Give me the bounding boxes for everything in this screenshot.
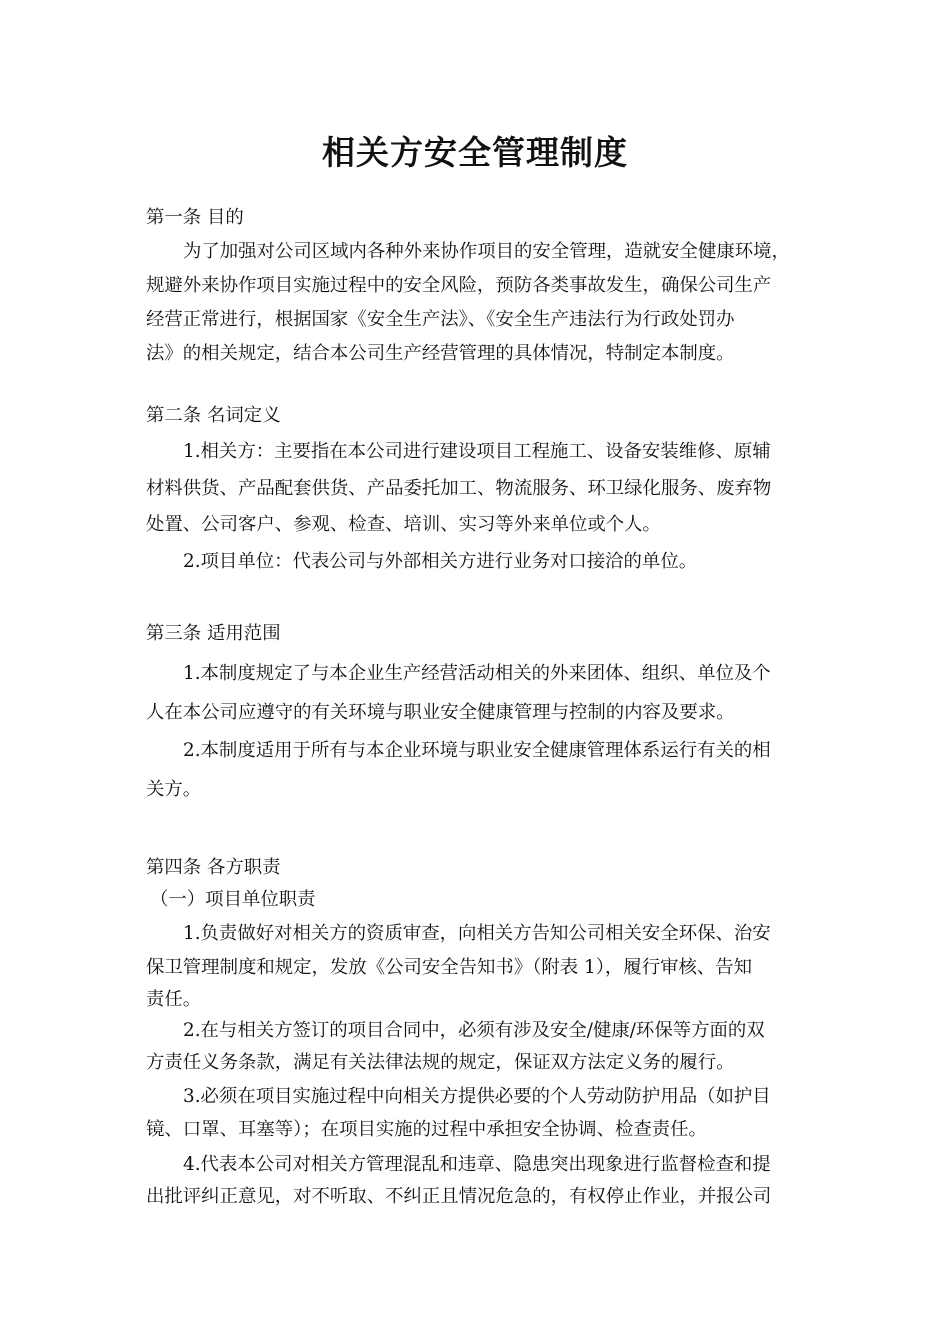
paragraph-line: 方责任义务条款，满足有关法律法规的规定，保证双方法定义务的履行。 [146, 1052, 735, 1073]
paragraph-line: 1.本制度规定了与本企业生产经营活动相关的外来团体、组织、单位及个 [183, 663, 771, 684]
section-heading: 第四条 各方职责 [146, 857, 281, 878]
paragraph-line: 材料供货、产品配套供货、产品委托加工、物流服务、环卫绿化服务、废弃物 [146, 478, 772, 499]
paragraph-line: 为了加强对公司区域内各种外来协作项目的安全管理，造就安全健康环境， [183, 241, 790, 262]
paragraph-line: 处置、公司客户、参观、检查、培训、实习等外来单位或个人。 [146, 514, 661, 535]
paragraph-line: 2.本制度适用于所有与本企业环境与职业安全健康管理体系运行有关的相 [183, 740, 771, 761]
paragraph-line: 经营正常进行，根据国家《安全生产法》、《安全生产违法行为行政处罚办 [146, 309, 735, 330]
paragraph-line: 镜、口罩、耳塞等）；在项目实施的过程中承担安全协调、检查责任。 [146, 1119, 707, 1140]
subsection-heading: （一）项目单位职责 [150, 889, 316, 910]
paragraph-line: 规避外来协作项目实施过程中的安全风险，预防各类事故发生，确保公司生产 [146, 275, 772, 296]
paragraph-line: 关方。 [146, 779, 202, 800]
paragraph-line: 法》的相关规定，结合本公司生产经营管理的具体情况，特制定本制度。 [146, 343, 735, 364]
paragraph-line: 2.项目单位：代表公司与外部相关方进行业务对口接洽的单位。 [183, 551, 698, 572]
paragraph-line: 出批评纠正意见，对不听取、不纠正且情况危急的，有权停止作业，并报公司 [146, 1186, 772, 1207]
paragraph-line: 保卫管理制度和规定，发放《公司安全告知书》（附表 1），履行审核、告知 [146, 957, 753, 978]
paragraph-line: 责任。 [146, 989, 202, 1010]
paragraph-line: 3.必须在项目实施过程中向相关方提供必要的个人劳动防护用品（如护目 [183, 1086, 771, 1107]
paragraph-line: 4.代表本公司对相关方管理混乱和违章、隐患突出现象进行监督检查和提 [183, 1154, 771, 1175]
paragraph-line: 1.相关方：主要指在本公司进行建设项目工程施工、设备安装维修、原辅 [183, 441, 771, 462]
section-heading: 第三条 适用范围 [146, 623, 281, 644]
paragraph-line: 1.负责做好对相关方的资质审查，向相关方告知公司相关安全环保、治安 [183, 923, 771, 944]
paragraph-line: 2.在与相关方签订的项目合同中，必须有涉及安全/健康/环保等方面的双 [183, 1020, 765, 1041]
document-title: 相关方安全管理制度 [322, 133, 628, 172]
section-heading: 第一条 目的 [146, 207, 244, 228]
section-heading: 第二条 名词定义 [146, 405, 281, 426]
paragraph-line: 人在本公司应遵守的有关环境与职业安全健康管理与控制的内容及要求。 [146, 702, 735, 723]
